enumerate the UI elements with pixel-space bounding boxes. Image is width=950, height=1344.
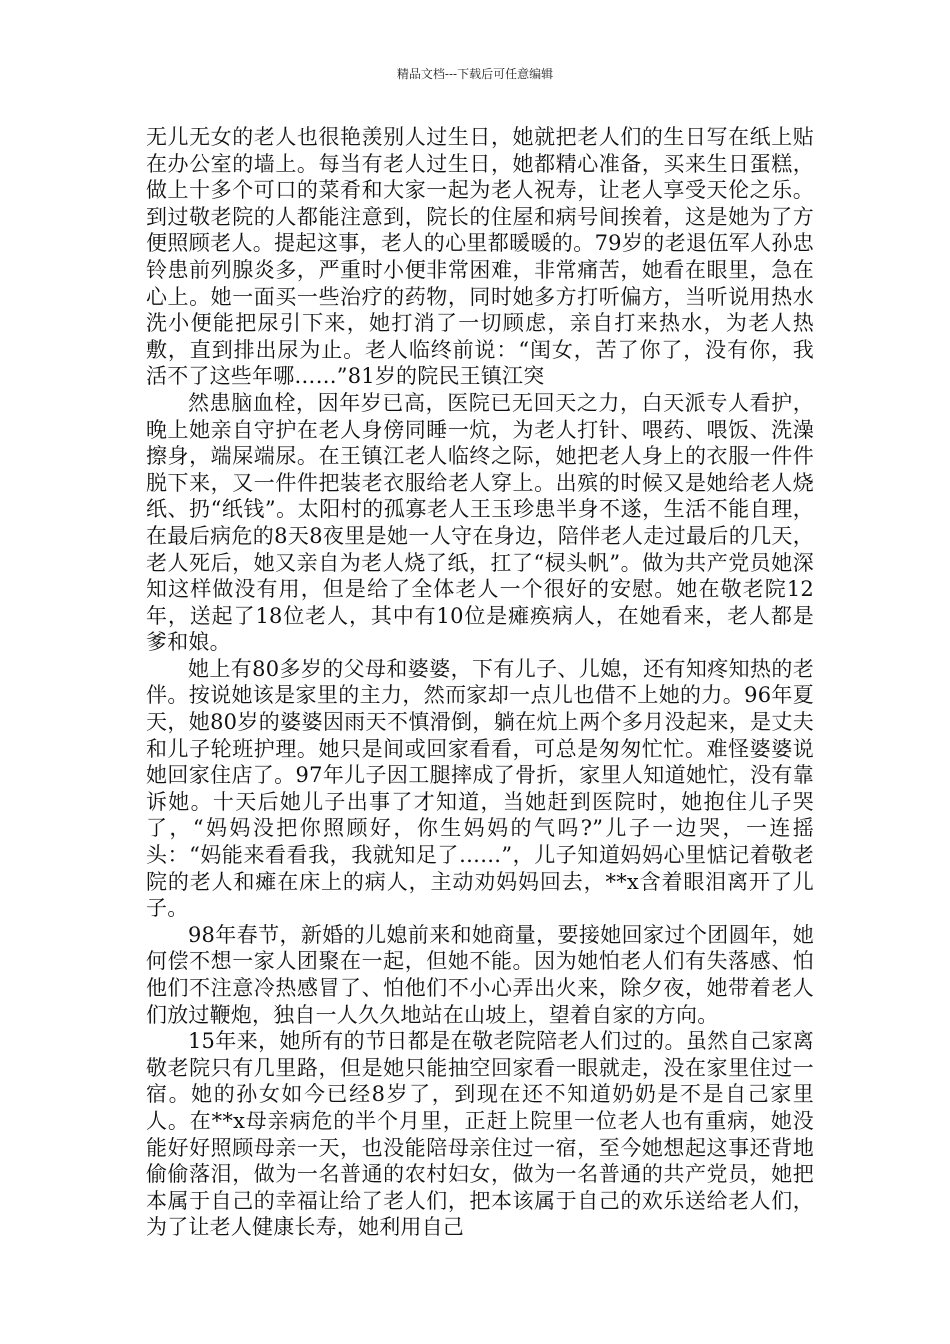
page-header: 精品文档---下载后可任意编辑 [396,67,554,81]
paragraph-4: 98年春节，新婚的儿媳前来和她商量，要接她回家过个团圆年，她何偿不想一家人团聚在一起，但她不能。因为她怕老人们有失落感、怕他们不注意冷热感冒了、怕他们不小心弄出火来，除夕夜，她带着老人们放过鞭炮，独自一人久久地站在山坡上，望着自家的方向。 [146,922,814,1027]
paragraph-5: 15年来，她所有的节日都是在敬老院陪老人们过的。虽然自己家离敬老院只有几里路，但是她只能抽空回家看一眼就走，没在家里住过一宿。她的孙女如今已经8岁了，到现在还不知道奶奶是不是自己家里人。在**x母亲病危的半个月里，正赶上院里一位老人也有重病，她没能好好照顾母亲一天，也没能陪母亲住过一宿，至今她想起这事还背地偷偷落泪，做为一名普通的农村妇女，做为一名普通的共产党员，她把本属于自己的幸福让给了老人们，把本该属于自己的欢乐送给老人们，为了让老人健康长寿，她利用自己 [146,1029,814,1240]
paragraph-2: 然患脑血栓，因年岁已高，医院已无回天之力，白天派专人看护，晚上她亲自守护在老人身傍同睡一炕，为老人打针、喂药、喂饭、洗澡擦身，端屎端尿。在王镇江老人临终之际，她把老人身上的衣服一件件脱下来，又一件件把装老衣服给老人穿上。出殡的时候又是她给老人烧纸、扔“纸钱”。太阳村的孤寡老人王玉珍患半身不遂，生活不能自理，在最后病危的8天8夜里是她一人守在身边，陪伴老人走过最后的几天，老人死后，她又亲自为老人烧了纸，扛了“棂头帆”。做为共产党员她深知这样做没有用，但是给了全体老人一个很好的安慰。她在敬老院12年，送起了18位老人，其中有10位是瘫痪病人，在她看来，老人都是爹和娘。 [146,390,814,655]
paragraph-3: 她上有80多岁的父母和婆婆，下有儿子、儿媳，还有知疼知热的老伴。按说她该是家里的主力，然而家却一点儿也借不上她的力。96年夏天，她80岁的婆婆因雨天不慎滑倒，躺在炕上两个多月没起来，是丈夫和儿子轮班护理。她只是间或回家看看，可总是匆匆忙忙。难怪婆婆说她回家住店了。97年儿子因工腿摔成了骨折，家里人知道她忙，没有靠诉她。十天后她儿子出事了才知道，当她赶到医院时，她抱住儿子哭了，“妈妈没把你照顾好，你生妈妈的气吗?”儿子一边哭，一连摇头：“妈能来看看我，我就知足了……”，儿子知道妈妈心里惦记着敬老院的老人和瘫在床上的病人，主动劝妈妈回去，**x含着眼泪离开了儿子。 [146,656,814,921]
paragraph-1: 无儿无女的老人也很艳羡别人过生日，她就把老人们的生日写在纸上贴在办公室的墙上。每当有老人过生日，她都精心准备，买来生日蛋糕，做上十多个可口的菜肴和大家一起为老人祝寿，让老人享受天伦之乐。到过敬老院的人都能注意到，院长的住屋和病号间挨着，这是她为了方便照顾老人。提起这事，老人的心里都暖暖的。79岁的老退伍军人孙忠铃患前列腺炎多，严重时小便非常困难，非常痛苦，她看在眼里，急在心上。她一面买一些治疗的药物，同时她多方打听偏方，当听说用热水洗小便能把尿引下来，她打消了一切顾虑，亲自打来热水，为老人热敷，直到排出尿为止。老人临终前说：“闺女，苦了你了，没有你，我活不了这些年哪……”81岁的院民王镇江突 [146,125,814,389]
document-body [146,124,814,1241]
